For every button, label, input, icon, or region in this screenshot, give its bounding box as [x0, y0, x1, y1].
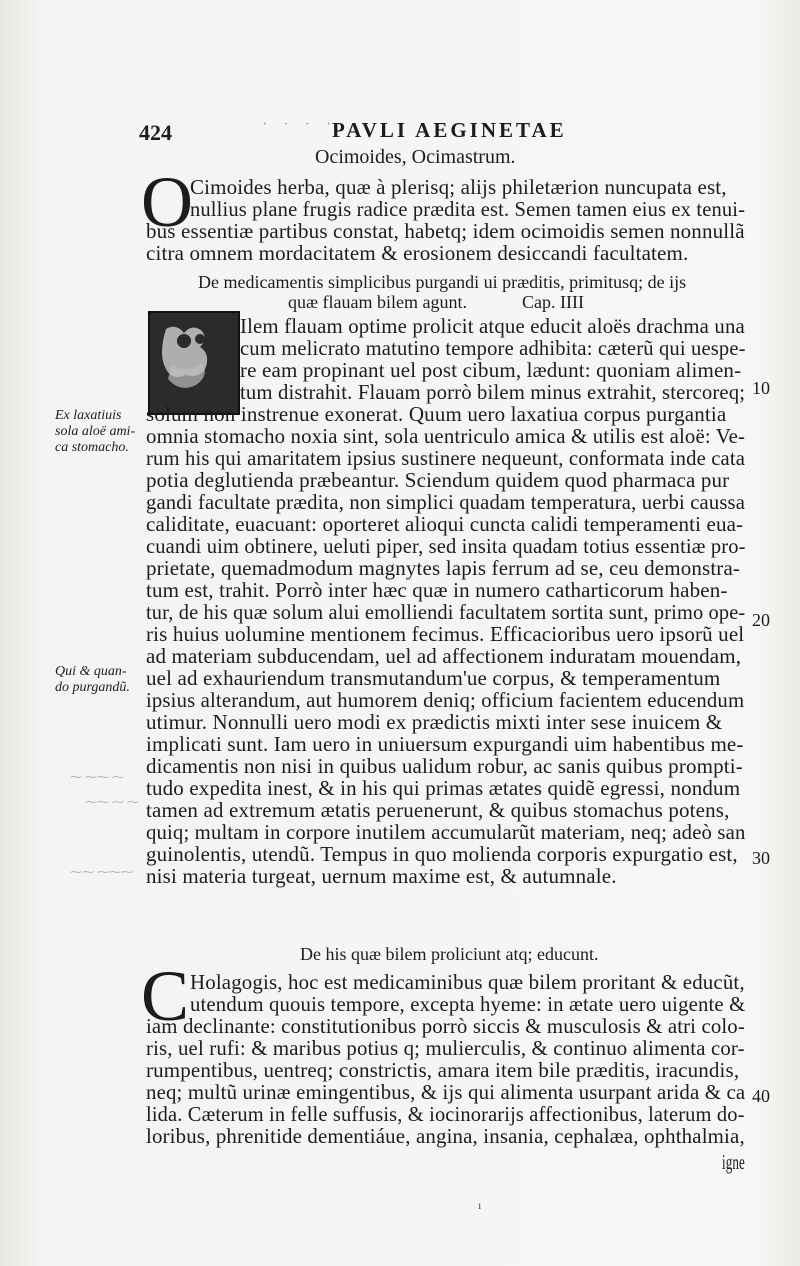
text-line: Holagogis, hoc est medicaminibus quæ bilem proritant & educũt,	[190, 970, 745, 994]
catchword: igne	[722, 1150, 745, 1174]
stray-mark: ı	[478, 1198, 482, 1212]
page-number: 424	[139, 120, 172, 145]
text-line: omnia stomacho noxia sint, sola uentriculo amica & utilis est aloë: Ve-	[146, 424, 746, 448]
text-line: utendum quouis tempore, excepta hyeme: in ætate uero uigente &	[190, 992, 746, 1016]
line-number: 30	[752, 848, 770, 868]
text-line: gandi facultate prædita, non simplici quadam temperatura, uerbi caussa	[146, 490, 746, 514]
bleed-through-mark: ⁓⁓ ⁓ ⁓	[85, 795, 139, 809]
chapter-title-continued: quæ flauam bilem agunt.	[288, 292, 467, 312]
text-line: solum non instrenue exonerat. Quum uero laxatiua corpus purgantia	[146, 402, 727, 426]
text-line: utimur. Nonnulli uero modi ex prædictis mixti inter sese inuicem &	[146, 710, 723, 734]
text-line: neq; multũ urinæ emingentibus, & ijs qui alimenta usurpant arida & ca	[146, 1080, 746, 1104]
bleed-through-mark: · · · ·	[262, 116, 338, 133]
margin-note-line: Qui & quan-	[55, 664, 127, 679]
running-title: PAVLI AEGINETAE	[332, 118, 567, 142]
text-line: guinolentis, utendũ. Tempus in quo molienda corporis expurgatio est,	[146, 842, 738, 866]
section-title: De his quæ bilem proliciunt atq; educunt.	[300, 944, 599, 964]
text-line: Ilem flauam optime prolicit atque educit aloës drachma una	[240, 314, 745, 338]
drop-cap: O	[141, 162, 193, 242]
text-line: iam declinante: constitutionibus porrò siccis & musculosis & atri colo-	[146, 1014, 745, 1038]
text-line: caliditate, euacuant: oporteret alioqui cuncta calidi temperamenti eua-	[146, 512, 744, 536]
bleed-through-mark: ⁓ ⁓⁓ ⁓	[70, 770, 124, 784]
text-line: citra omnem mordacitatem & erosionem desiccandi facultatem.	[146, 241, 689, 265]
text-line: loribus, phrenitide dementiáue, angina, insania, cephalæa, ophthalmia,	[146, 1124, 745, 1148]
margin-note-line: do purgandũ.	[55, 680, 130, 695]
text-line: uel ad exhauriendum transmutandum'ue corpus, & temperamentum	[146, 666, 721, 690]
text-line: implicati sunt. Iam uero in uniuersum expurgandi uim habentibus me-	[146, 732, 744, 756]
text-line: ris huius uolumine mentionem fecimus. Efficacioribus uero ipsorũ uel	[146, 622, 745, 646]
text-line: potia deglutienda præbeantur. Sciendum quidem quod pharmaca pur	[146, 468, 730, 492]
text-line: ipsius alterandum, aut humorem deniq; officium facientem educendum	[146, 688, 745, 712]
text-line: ad materiam subducendam, uel ad affectionem induratam mouendam,	[146, 644, 742, 668]
text-line: nisi materia turgeat, uernum maxime est, & autumnale.	[146, 864, 617, 888]
section-title: Ocimoides, Ocimastrum.	[315, 146, 516, 168]
text-line: tamen ad extremum ætatis peruenerunt, & quibus stomachus potens,	[146, 798, 730, 822]
bleed-through-mark: ⁓⁓ ⁓⁓⁓	[70, 865, 133, 879]
text-line: nullius plane frugis radice prædita est. Semen tamen eius ex tenui-	[190, 197, 746, 221]
text-line: cum melicrato matutino tempore adhibita: cæterũ qui uespe-	[240, 336, 746, 360]
text-line: Cimoides herba, quæ à plerisq; alijs philetærion nuncupata est,	[190, 175, 727, 199]
text-line: rumpentibus, uentreq; constrictis, amara item bile præditis, iracundis,	[146, 1058, 740, 1082]
chapter-label: Cap. IIII	[522, 292, 584, 312]
text-line: tudo expedita inest, & in his qui primas ætates quidẽ egressi, nondum	[146, 776, 741, 800]
text-line: cuandi uim obtinere, ueluti piper, sed insita quadam totius essentiæ pro-	[146, 534, 746, 558]
margin-note	[55, 408, 135, 456]
chapter-title: De medicamentis simplicibus purgandi ui præditis, primitusq; de ijs	[198, 272, 687, 292]
text-line: bus essentiæ partibus constat, habetq; idem ocimoidis semen nonnullã	[146, 219, 745, 243]
text-line: tum distrahit. Flauam porrò bilem minus extrahit, stercoreq;	[240, 380, 746, 404]
drop-cap: C	[141, 956, 190, 1036]
text-line: prietate, quemadmodum magnytes lapis ferrum ad se, ceu demonstra-	[146, 556, 741, 580]
text-line: tur, de his quæ solum alui emolliendi facultatem sortita sunt, primo ope-	[146, 600, 746, 624]
text-line: quiq; multam in corpore inutilem accumularũt materiam, neq; adeò san	[146, 820, 746, 844]
line-number: 10	[752, 378, 770, 398]
text-line: tum est, trahit. Porrò inter hæc quæ in numero catharticorum haben-	[146, 578, 728, 602]
line-number: 20	[752, 610, 770, 630]
text-line: rum his qui amaritatem ipsius sustinere nequeunt, conformata inde cata	[146, 446, 746, 470]
text-line: re eam propinant uel post cibum, lædunt: quoniam alimen-	[240, 358, 742, 382]
text-line: ris, uel rufi: & maribus potius q; mulierculis, & continuo alimenta cor-	[146, 1036, 745, 1060]
margin-note-line: ca stomacho.	[55, 440, 129, 455]
margin-note	[55, 664, 130, 696]
line-number: 40	[752, 1086, 770, 1106]
margin-note-line: sola aloë ami-	[55, 424, 136, 439]
text-line: dicamentis non nisi in quibus ualidum robur, ac sanis quibus prompti-	[146, 754, 743, 778]
text-line: lida. Cæterum in felle suffusis, & iocinorarijs affectionibus, laterum do-	[146, 1102, 745, 1126]
margin-note-line: Ex laxatiuis	[55, 408, 122, 423]
